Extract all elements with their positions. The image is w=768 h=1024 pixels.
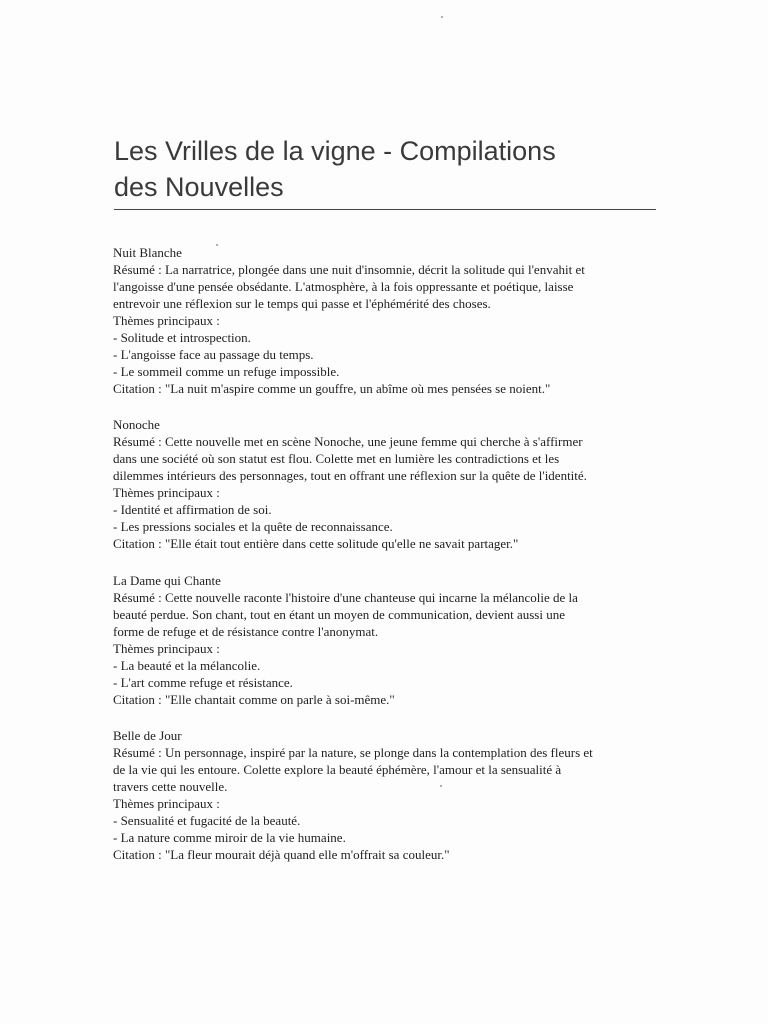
theme-item: - L'art comme refuge et résistance. — [113, 675, 293, 690]
section-heading: Nonoche — [113, 417, 160, 432]
themes-heading: Thèmes principaux : — [113, 641, 220, 656]
themes-heading: Thèmes principaux : — [113, 313, 220, 328]
section-heading: Nuit Blanche — [113, 245, 182, 260]
citation: Citation : "La fleur mourait déjà quand elle m'offrait sa couleur." — [113, 847, 450, 862]
citation: Citation : "Elle chantait comme on parle à soi-même." — [113, 692, 395, 707]
title-line-2: des Nouvelles — [114, 172, 284, 202]
theme-item: - Les pressions sociales et la quête de reconnaissance. — [113, 519, 393, 534]
summary-line: Résumé : Cette nouvelle raconte l'histoire d'une chanteuse qui incarne la mélancolie de la — [113, 590, 578, 605]
summary-line: dans une société où son statut est flou. Colette met en lumière les contradictions et les — [113, 451, 560, 466]
summary-line: l'angoisse d'une pensée obsédante. L'atmosphère, à la fois oppressante et poétique, laisse — [113, 279, 574, 294]
title-underline — [114, 209, 656, 210]
theme-item: - La nature comme miroir de la vie humaine. — [113, 830, 346, 845]
themes-heading: Thèmes principaux : — [113, 796, 220, 811]
scan-speck — [440, 785, 442, 787]
summary-line: entrevoir une réflexion sur le temps qui passe et l'éphémérité des choses. — [113, 296, 491, 311]
document-title — [114, 133, 674, 205]
summary-line: beauté perdue. Son chant, tout en étant un moyen de communication, devient aussi une — [113, 607, 565, 622]
theme-item: - La beauté et la mélancolie. — [113, 658, 261, 673]
scan-speck — [441, 16, 443, 18]
section-nonoche — [113, 416, 658, 552]
summary-line: dilemmes intérieurs des personnages, tout en offrant une réflexion sur la quête de l'identité. — [113, 468, 587, 483]
section-heading: Belle de Jour — [113, 728, 182, 743]
theme-item: - Le sommeil comme un refuge impossible. — [113, 364, 340, 379]
citation: Citation : "La nuit m'aspire comme un gouffre, un abîme où mes pensées se noient." — [113, 381, 551, 396]
section-nuit-blanche — [113, 244, 658, 397]
summary-line: forme de refuge et de résistance contre l'anonymat. — [113, 624, 379, 639]
theme-item: - L'angoisse face au passage du temps. — [113, 347, 314, 362]
section-heading: La Dame qui Chante — [113, 573, 221, 588]
summary-line: travers cette nouvelle. — [113, 779, 228, 794]
section-belle-de-jour — [113, 727, 658, 863]
themes-heading: Thèmes principaux : — [113, 485, 220, 500]
theme-item: - Identité et affirmation de soi. — [113, 502, 272, 517]
summary-line: Résumé : Un personnage, inspiré par la nature, se plonge dans la contemplation des fleurs et — [113, 745, 593, 760]
title-line-1: Les Vrilles de la vigne - Compilations — [114, 136, 556, 166]
summary-line: Résumé : Cette nouvelle met en scène Nonoche, une jeune femme qui cherche à s'affirmer — [113, 434, 583, 449]
section-la-dame-qui-chante — [113, 572, 658, 708]
theme-item: - Sensualité et fugacité de la beauté. — [113, 813, 301, 828]
scan-speck — [216, 244, 218, 246]
citation: Citation : "Elle était tout entière dans cette solitude qu'elle ne savait partager." — [113, 536, 519, 551]
summary-line: de la vie qui les entoure. Colette explore la beauté éphémère, l'amour et la sensualité à — [113, 762, 562, 777]
summary-line: Résumé : La narratrice, plongée dans une nuit d'insomnie, décrit la solitude qui l'envahit et — [113, 262, 585, 277]
theme-item: - Solitude et introspection. — [113, 330, 251, 345]
